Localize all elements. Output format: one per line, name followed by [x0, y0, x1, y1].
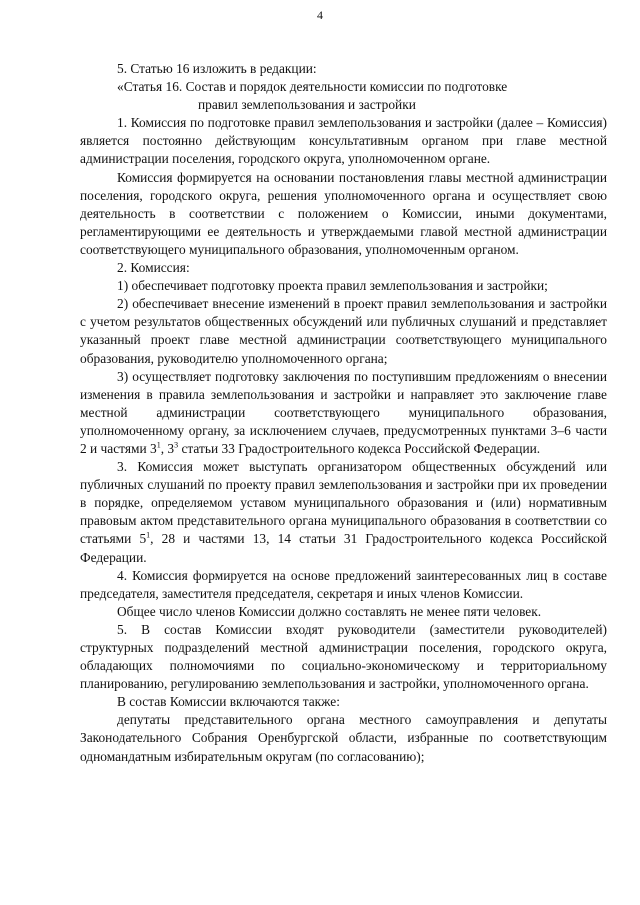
- article-title-line1: «Статья 16. Состав и порядок деятельности комиссии по подготовке: [117, 79, 508, 95]
- paragraph-2: Комиссия формируется на основании постановления главы местной администрации поселения, городского округа, решения уполномоченного органа и осуществляет свою деятельность в соответствии с положением о Комиссии, иными документами, регламентирующими ее деятельность и утверждаемыми главой местной администрации соответствующего муниципального образования, уполномоченным органом.: [80, 169, 607, 257]
- amendment-intro: 5. Статью 16 изложить в редакции:: [117, 61, 317, 76]
- paragraph-11: В состав Комиссии включаются также:: [117, 694, 340, 710]
- paragraph-6-text-b: , 3: [160, 440, 175, 456]
- paragraph-6-text-c: статьи 33 Градостроительного кодекса Российской Федерации.: [178, 440, 541, 456]
- paragraph-7-sup: 1: [146, 530, 151, 540]
- paragraph-6-sup-b: 3: [174, 440, 179, 450]
- paragraph-7-text-b: , 28 и частями 13, 14 статьи 31 Градостроительного кодекса Российской Федерации.: [80, 531, 608, 565]
- paragraph-4: 1) обеспечивает подготовку проекта правил землепользования и застройки;: [117, 278, 548, 294]
- paragraph-6-text-a: 3) осуществляет подготовку заключения по поступившим предложениям о внесении изменения в правила землепользования и застройки и направляет это заключение главе местной администрации соответствующего муниципального образования, уполномоченному органу, за исключением случаев, предусмотренных пунктами 3–6 части 2 и частями 3: [80, 368, 607, 456]
- paragraph-7-text-a: 3. Комиссия может выступать организатором общественных обсуждений или публичных слушаний по проекту правил землепользования и застройки при их проведении в порядке, определяемом уставом муниципального образования и (или) нормативным правовым актом представительного органа муниципального образования в соответствии со статьями 5: [80, 459, 607, 547]
- paragraph-5: 2) обеспечивает внесение изменений в проект правил землепользования и застройки с учетом результатов общественных обсуждений или публичных слушаний и представляет указанный проект главе местной администрации соответствующего муниципального образования, руководителю уполномоченного органа;: [80, 296, 607, 366]
- paragraph-6-sup-a: 1: [156, 440, 161, 450]
- paragraph-6: [80, 368, 607, 458]
- paragraph-1: 1. Комиссия по подготовке правил землепользования и застройки (далее – Комиссия) является постоянно действующим консультативным органом при главе местной администрации поселения, городского округа, уполномоченном органе.: [80, 115, 607, 167]
- paragraph-12: депутаты представительного органа местного самоуправления и депутаты Законодательного Собрания Оренбургской области, избранные по соответствующим одномандатным избирательным округам (по согласованию);: [80, 712, 607, 764]
- paragraph-3: 2. Комиссия:: [117, 260, 190, 276]
- paragraph-10: 5. В состав Комиссии входят руководители (заместители руководителей) структурных подразделений местной администрации поселения, городского округа, обладающих полномочиями по социально-экономическому и территориальному планированию, регулированию землепользования и застройки, уполномоченного органа.: [80, 621, 607, 692]
- paragraph-9: Общее число членов Комиссии должно составлять не менее пяти человек.: [117, 603, 542, 619]
- paragraph-8: 4. Комиссия формируется на основе предложений заинтересованных лиц в составе председателя, заместителя председателя, секретаря и иных членов Комиссии.: [80, 567, 607, 601]
- paragraph-7: [80, 458, 607, 567]
- page-number: 4: [317, 8, 323, 22]
- document-body: [80, 60, 607, 766]
- article-title-line2: правил землепользования и застройки: [198, 97, 416, 113]
